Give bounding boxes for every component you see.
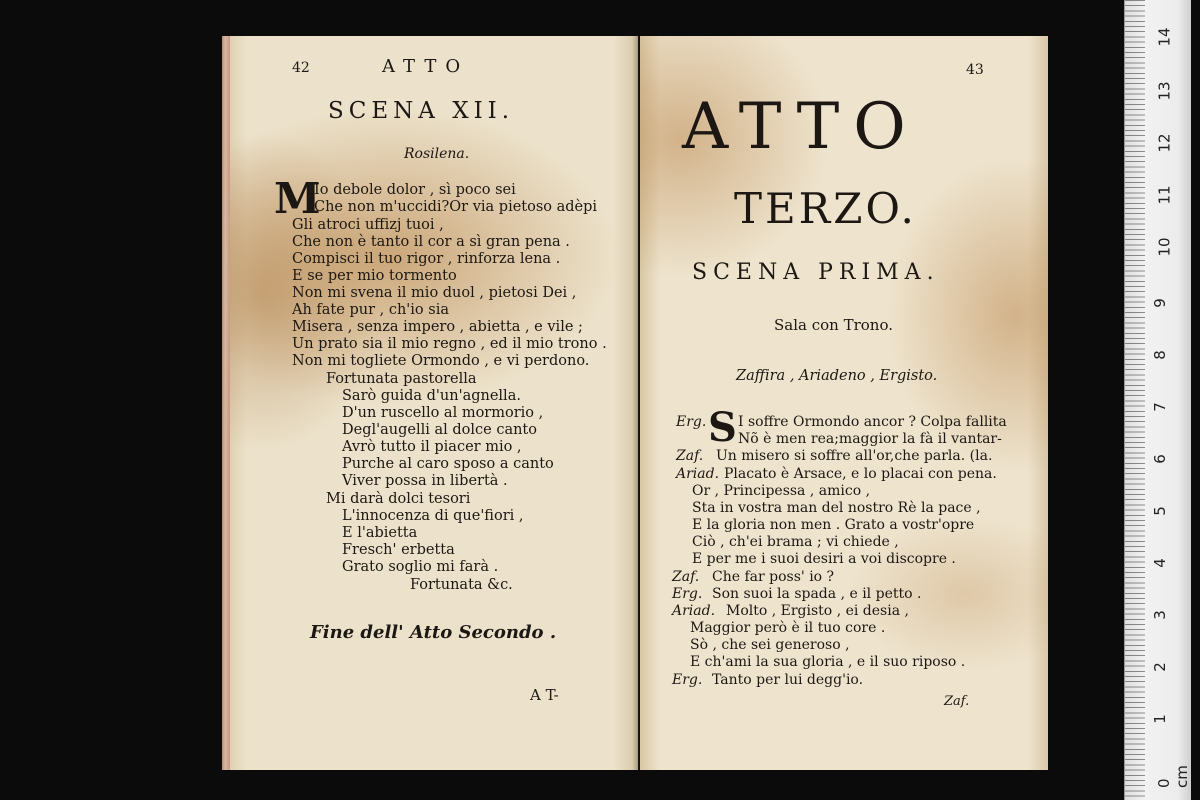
ruler-number: 12 bbox=[1155, 133, 1174, 153]
dialogue-line: Un misero si soffre all'or,che parla. (la. bbox=[716, 448, 993, 464]
right-page bbox=[640, 36, 1048, 770]
page-number: 42 bbox=[292, 60, 310, 76]
dialogue-line: Son suoi la spada , e il petto . bbox=[712, 586, 922, 602]
dialogue-line: Nõ è men rea;maggior la fà il vantar- bbox=[738, 431, 1002, 447]
speaker-tag: Erg. bbox=[672, 586, 703, 602]
dialogue-line: E per me i suoi desiri a voi discopre . bbox=[692, 551, 956, 567]
ruler-number: 10 bbox=[1155, 237, 1174, 257]
character-list: Zaffira , Ariadeno , Ergisto. bbox=[736, 368, 938, 384]
verse-line: Che non è tanto il cor a sì gran pena . bbox=[292, 234, 570, 250]
verse-line: Io debole dolor , sì poco sei bbox=[314, 182, 516, 198]
speaker-tag: Erg. bbox=[672, 672, 703, 688]
dialogue-line: Che far poss' io ? bbox=[712, 569, 835, 585]
open-book bbox=[222, 36, 1048, 770]
ruler-number: 7 bbox=[1150, 402, 1169, 412]
dialogue-line: Placato è Arsace, e lo placai con pena. bbox=[724, 466, 997, 482]
verse-line: Ah fate pur , ch'io sia bbox=[292, 302, 449, 318]
ruler-ticks bbox=[1125, 0, 1145, 800]
dialogue-line: E la gloria non men . Grato a vostr'opre bbox=[692, 517, 975, 533]
verse-line: D'un ruscello al mormorio , bbox=[342, 405, 544, 421]
dialogue-line: E ch'ami la sua gloria , e il suo riposo . bbox=[690, 654, 966, 670]
verse-line: Viver possa in libertà . bbox=[342, 473, 508, 489]
verse-line: Grato soglio mi farà . bbox=[342, 559, 499, 575]
scene-title: SCENA PRIMA. bbox=[692, 260, 940, 285]
ruler-number: 5 bbox=[1150, 506, 1169, 516]
speaker-tag: Ariad. bbox=[672, 603, 716, 619]
page-edge bbox=[222, 36, 230, 770]
ruler-unit-label: 0 cm bbox=[1155, 765, 1191, 788]
dialogue-line: Maggior però è il tuo core . bbox=[690, 620, 886, 636]
measurement-ruler bbox=[1124, 0, 1191, 800]
verse-line: Sarò guida d'un'agnella. bbox=[342, 388, 521, 404]
verse-line: Mi darà dolci tesori bbox=[326, 491, 471, 507]
ruler-number: 2 bbox=[1150, 662, 1169, 672]
dialogue-line: Ciò , ch'ei brama ; vi chiede , bbox=[692, 534, 899, 550]
verse-line: Non mi svena il mio duol , pietosi Dei , bbox=[292, 285, 577, 301]
ruler-number: 13 bbox=[1155, 81, 1174, 101]
dialogue-line: I soffre Ormondo ancor ? Colpa fallita bbox=[738, 414, 1007, 430]
dialogue-line: Sta in vostra man del nostro Rè la pace , bbox=[692, 500, 981, 516]
verse-line: Non mi togliete Ormondo , e vi perdono. bbox=[292, 353, 590, 369]
ruler-number: 8 bbox=[1150, 350, 1169, 360]
drop-cap: M bbox=[274, 174, 321, 223]
verse-line: Avrò tutto il piacer mio , bbox=[342, 439, 522, 455]
page-number: 43 bbox=[966, 62, 984, 78]
left-page bbox=[222, 36, 638, 770]
ruler-number: 14 bbox=[1155, 27, 1174, 47]
verse-line: Che non m'uccidi?Or via pietoso adèpi bbox=[314, 199, 598, 215]
speaker-tag: Ariad. bbox=[676, 466, 720, 482]
verse-line: Fresch' erbetta bbox=[342, 542, 455, 558]
scene-title: SCENA XII. bbox=[328, 98, 515, 124]
dialogue-line: Sò , che sei generoso , bbox=[690, 637, 850, 653]
act-subtitle: TERZO. bbox=[734, 184, 917, 233]
speaker-tag: Zaf. bbox=[672, 569, 700, 585]
dialogue-line: Molto , Ergisto , ei desia , bbox=[726, 603, 909, 619]
ruler-number: 1 bbox=[1150, 714, 1169, 724]
verse-line: E l'abietta bbox=[342, 525, 418, 541]
act-closing: Fine dell' Atto Secondo . bbox=[310, 622, 557, 643]
verse-line: Un prato sia il mio regno , ed il mio trono . bbox=[292, 336, 607, 352]
scene-setting: Sala con Trono. bbox=[774, 316, 893, 334]
verse-line: Degl'augelli al dolce canto bbox=[342, 422, 537, 438]
verse-line: Compisci il tuo rigor , rinforza lena . bbox=[292, 251, 561, 267]
verse-line: E se per mio tormento bbox=[292, 268, 457, 284]
catchword: Zaf. bbox=[944, 694, 970, 709]
catchword: A T- bbox=[530, 686, 559, 704]
verse-line: L'innocenza di que'fiori , bbox=[342, 508, 524, 524]
ruler-number: 4 bbox=[1150, 558, 1169, 568]
ruler-number: 9 bbox=[1150, 298, 1169, 308]
speaker-name: Rosilena. bbox=[404, 146, 470, 162]
running-head: ATTO bbox=[382, 56, 470, 77]
verse-line: Purche al caro sposo a canto bbox=[342, 456, 554, 472]
ruler-number: 11 bbox=[1155, 185, 1174, 205]
verse-line: Gli atroci uffizj tuoi , bbox=[292, 217, 444, 233]
ruler-number: 6 bbox=[1150, 454, 1169, 464]
speaker-tag: Zaf. bbox=[676, 448, 704, 464]
verse-line: Misera , senza impero , abietta , e vile ; bbox=[292, 319, 583, 335]
speaker-tag: Erg. bbox=[676, 414, 707, 430]
ruler-number: 3 bbox=[1150, 610, 1169, 620]
dialogue-line: Or , Principessa , amico , bbox=[692, 483, 871, 499]
dialogue-line: Tanto per lui degg'io. bbox=[712, 672, 864, 688]
verse-line: Fortunata pastorella bbox=[326, 371, 477, 387]
act-title: ATTO bbox=[682, 90, 920, 164]
drop-cap: S bbox=[708, 404, 737, 451]
verse-line: Fortunata &c. bbox=[410, 577, 513, 593]
